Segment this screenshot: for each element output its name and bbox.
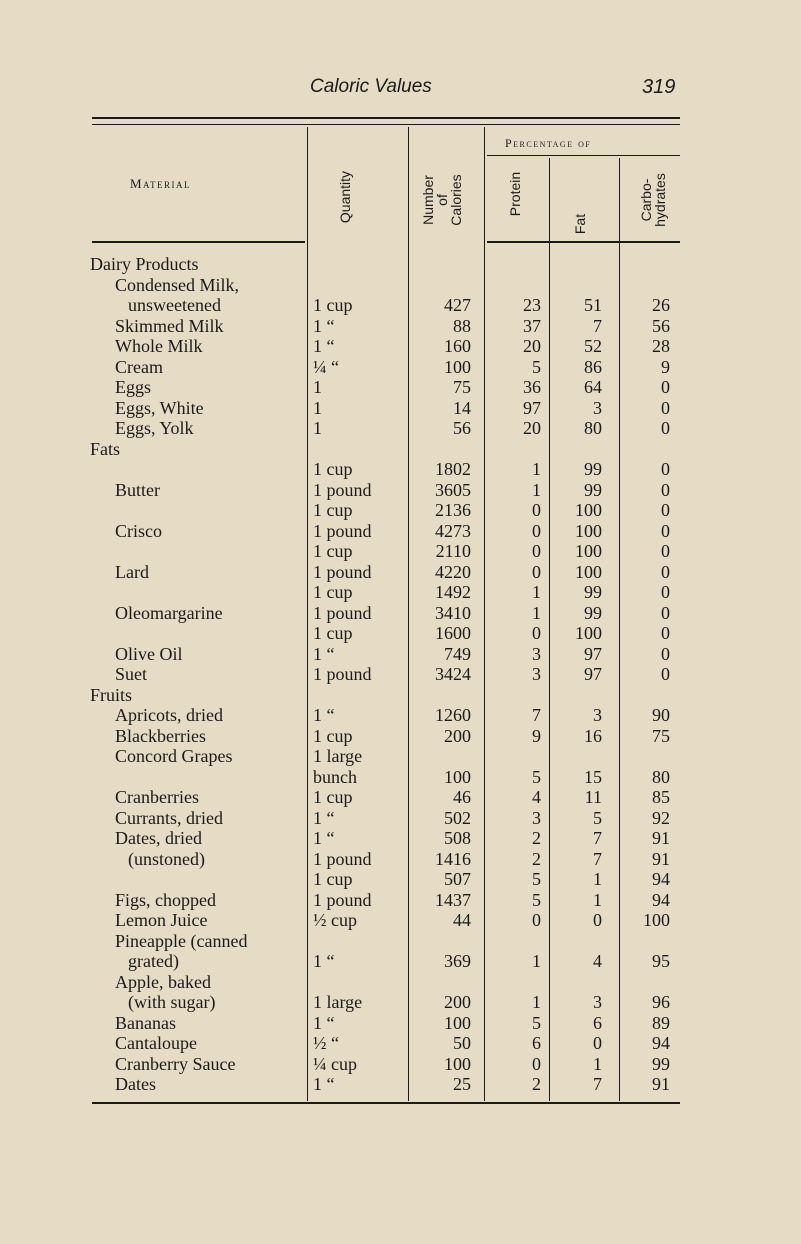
bottom-rule bbox=[92, 1102, 680, 1104]
table-row bbox=[0, 418, 801, 438]
fat-cell: 7 bbox=[593, 848, 602, 869]
running-title: Caloric Values bbox=[310, 76, 432, 97]
quantity-cell: 1 large bbox=[313, 992, 363, 1012]
calories-cell: 160 bbox=[444, 336, 471, 356]
calories-cell: 749 bbox=[444, 643, 471, 664]
carbohydrates-cell: 0 bbox=[661, 459, 670, 479]
table-row bbox=[0, 931, 801, 951]
header-bottom-rule-left bbox=[92, 241, 305, 243]
protein-cell: 3 bbox=[532, 807, 541, 828]
quantity-cell: 1 “ bbox=[313, 1012, 335, 1033]
protein-cell: 5 bbox=[532, 356, 541, 377]
protein-cell: 2 bbox=[532, 848, 541, 869]
calories-cell: 200 bbox=[444, 725, 471, 746]
column-group-percentage: Percentage of bbox=[505, 136, 592, 150]
table-row bbox=[0, 480, 801, 500]
calories-cell: 100 bbox=[444, 1012, 471, 1033]
fat-cell: 0 bbox=[593, 910, 602, 930]
material-cell: Fats bbox=[90, 438, 121, 459]
table-row bbox=[0, 644, 801, 664]
calories-cell: 25 bbox=[453, 1074, 471, 1094]
table-row bbox=[0, 623, 801, 643]
material-cell: Olive Oil bbox=[115, 643, 183, 664]
protein-cell: 97 bbox=[523, 397, 541, 418]
quantity-cell: 1 pound bbox=[313, 602, 372, 623]
table-row bbox=[0, 254, 801, 274]
quantity-cell: 1 pound bbox=[313, 520, 372, 541]
column-header-material: Material bbox=[130, 176, 192, 191]
fat-cell: 16 bbox=[584, 725, 602, 746]
protein-cell: 3 bbox=[532, 664, 541, 684]
fat-cell: 0 bbox=[593, 1033, 602, 1053]
quantity-cell: 1 pound bbox=[313, 889, 372, 910]
material-cell: Suet bbox=[115, 664, 148, 684]
carbohydrates-cell: 99 bbox=[652, 1053, 670, 1074]
quantity-cell: 1 “ bbox=[313, 336, 335, 356]
table-row bbox=[0, 1033, 801, 1053]
fat-cell: 99 bbox=[584, 479, 602, 500]
material-cell: Oleomargarine bbox=[115, 602, 223, 623]
quantity-cell: 1 pound bbox=[313, 848, 372, 869]
material-cell: Concord Grapes bbox=[115, 746, 233, 766]
calories-line-2: of bbox=[434, 194, 450, 206]
calories-cell: 75 bbox=[453, 377, 471, 397]
carbohydrates-cell: 100 bbox=[643, 910, 670, 930]
protein-cell: 2 bbox=[532, 828, 541, 848]
fat-cell: 100 bbox=[575, 500, 602, 520]
calories-cell: 1416 bbox=[435, 848, 471, 869]
table-row bbox=[0, 828, 801, 848]
material-cell: Eggs bbox=[115, 377, 151, 397]
carbohydrates-cell: 0 bbox=[661, 561, 670, 582]
fat-cell: 100 bbox=[575, 623, 602, 643]
quantity-cell: 1 cup bbox=[313, 459, 353, 479]
table-row bbox=[0, 664, 801, 684]
material-cell: Currants, dried bbox=[115, 807, 223, 828]
fat-cell: 7 bbox=[593, 315, 602, 336]
protein-cell: 0 bbox=[532, 623, 541, 643]
protein-cell: 3 bbox=[532, 643, 541, 664]
calories-cell: 4273 bbox=[435, 520, 471, 541]
carbohydrates-cell: 92 bbox=[652, 807, 670, 828]
fat-cell: 3 bbox=[593, 397, 602, 418]
fat-cell: 86 bbox=[584, 356, 602, 377]
carbohydrates-cell: 0 bbox=[661, 520, 670, 541]
table-row bbox=[0, 398, 801, 418]
fat-cell: 4 bbox=[593, 951, 602, 971]
fat-cell: 7 bbox=[593, 828, 602, 848]
carbohydrates-cell: 0 bbox=[661, 418, 670, 438]
material-cell: Skimmed Milk bbox=[115, 315, 224, 336]
quantity-cell: 1 cup bbox=[313, 623, 353, 643]
carbohydrates-cell: 75 bbox=[652, 725, 670, 746]
quantity-cell: ½ “ bbox=[313, 1033, 339, 1053]
protein-cell: 36 bbox=[523, 377, 541, 397]
carbohydrates-cell: 91 bbox=[652, 1074, 670, 1094]
protein-cell: 1 bbox=[532, 582, 541, 602]
fat-cell: 5 bbox=[593, 807, 602, 828]
table-row bbox=[0, 521, 801, 541]
fat-cell: 3 bbox=[593, 992, 602, 1012]
carbohydrates-cell: 0 bbox=[661, 479, 670, 500]
protein-cell: 6 bbox=[532, 1033, 541, 1053]
carbohydrates-cell: 94 bbox=[652, 869, 670, 889]
fat-cell: 80 bbox=[584, 418, 602, 438]
calories-line-3: Calories bbox=[448, 174, 464, 226]
calories-cell: 44 bbox=[453, 910, 471, 930]
quantity-cell: ½ cup bbox=[313, 910, 357, 930]
protein-cell: 1 bbox=[532, 992, 541, 1012]
carbohydrates-cell: 96 bbox=[652, 992, 670, 1012]
quantity-cell: 1 “ bbox=[313, 951, 335, 971]
protein-cell: 5 bbox=[532, 766, 541, 787]
fat-cell: 11 bbox=[584, 787, 602, 807]
quantity-cell: 1 large bbox=[313, 746, 363, 766]
table-row bbox=[0, 357, 801, 377]
carbohydrates-cell: 0 bbox=[661, 377, 670, 397]
table-row bbox=[0, 951, 801, 971]
fat-cell: 1 bbox=[593, 889, 602, 910]
calories-cell: 88 bbox=[453, 315, 471, 336]
fat-cell: 15 bbox=[584, 766, 602, 787]
quantity-cell: 1 cup bbox=[313, 787, 353, 807]
table-row bbox=[0, 1074, 801, 1094]
material-cell: unsweetened bbox=[128, 295, 221, 315]
top-rule bbox=[92, 117, 680, 119]
carbohydrates-cell: 0 bbox=[661, 623, 670, 643]
carb-line-1: Carbo- bbox=[638, 178, 654, 222]
table-row bbox=[0, 869, 801, 889]
calories-cell: 369 bbox=[444, 951, 471, 971]
fat-cell: 99 bbox=[584, 582, 602, 602]
protein-cell: 7 bbox=[532, 705, 541, 725]
calories-cell: 2136 bbox=[435, 500, 471, 520]
protein-cell: 0 bbox=[532, 910, 541, 930]
material-cell: Cranberry Sauce bbox=[115, 1053, 236, 1074]
table-row bbox=[0, 603, 801, 623]
quantity-cell: 1 “ bbox=[313, 705, 335, 725]
quantity-cell: 1 cup bbox=[313, 725, 353, 746]
table-row bbox=[0, 746, 801, 766]
quantity-cell: 1 bbox=[313, 377, 322, 397]
material-cell: Butter bbox=[115, 479, 160, 500]
table-row bbox=[0, 439, 801, 459]
protein-cell: 5 bbox=[532, 1012, 541, 1033]
quantity-cell: 1 “ bbox=[313, 643, 335, 664]
material-cell: Crisco bbox=[115, 520, 162, 541]
page-header bbox=[0, 76, 801, 104]
calories-cell: 1600 bbox=[435, 623, 471, 643]
calories-line-1: Number bbox=[420, 175, 436, 225]
protein-cell: 37 bbox=[523, 315, 541, 336]
protein-cell: 1 bbox=[532, 459, 541, 479]
fat-cell: 52 bbox=[584, 336, 602, 356]
protein-cell: 0 bbox=[532, 1053, 541, 1074]
carbohydrates-cell: 94 bbox=[652, 889, 670, 910]
protein-cell: 0 bbox=[532, 500, 541, 520]
top-rule-thin bbox=[92, 124, 680, 125]
fat-cell: 51 bbox=[584, 295, 602, 315]
quantity-cell: 1 pound bbox=[313, 561, 372, 582]
table-row bbox=[0, 459, 801, 479]
material-cell: Whole Milk bbox=[115, 336, 203, 356]
quantity-cell: 1 cup bbox=[313, 869, 353, 889]
protein-cell: 23 bbox=[523, 295, 541, 315]
carbohydrates-cell: 28 bbox=[652, 336, 670, 356]
fat-cell: 100 bbox=[575, 561, 602, 582]
material-cell: Lard bbox=[115, 561, 149, 582]
quantity-cell: 1 bbox=[313, 397, 322, 418]
carbohydrates-cell: 9 bbox=[661, 356, 670, 377]
page-number: 319 bbox=[642, 76, 676, 98]
table-row bbox=[0, 275, 801, 295]
carbohydrates-cell: 0 bbox=[661, 397, 670, 418]
table-row bbox=[0, 295, 801, 315]
protein-cell: 5 bbox=[532, 889, 541, 910]
carbohydrates-cell: 56 bbox=[652, 315, 670, 336]
table-row bbox=[0, 705, 801, 725]
quantity-cell: 1 cup bbox=[313, 295, 353, 315]
material-cell: Apricots, dried bbox=[115, 705, 223, 725]
table-row bbox=[0, 767, 801, 787]
table-row bbox=[0, 562, 801, 582]
protein-cell: 2 bbox=[532, 1074, 541, 1094]
quantity-cell: 1 “ bbox=[313, 828, 335, 848]
protein-cell: 1 bbox=[532, 602, 541, 623]
calories-cell: 46 bbox=[453, 787, 471, 807]
fat-cell: 97 bbox=[584, 643, 602, 664]
table-row bbox=[0, 910, 801, 930]
calories-cell: 1260 bbox=[435, 705, 471, 725]
quantity-cell: 1 cup bbox=[313, 541, 353, 561]
carbohydrates-cell: 91 bbox=[652, 848, 670, 869]
carbohydrates-cell: 95 bbox=[652, 951, 670, 971]
carbohydrates-cell: 0 bbox=[661, 643, 670, 664]
quantity-cell: ¼ “ bbox=[313, 356, 339, 377]
material-cell: (unstoned) bbox=[128, 848, 205, 869]
material-cell: Cranberries bbox=[115, 787, 199, 807]
table-row bbox=[0, 582, 801, 602]
table-row bbox=[0, 808, 801, 828]
quantity-cell: bunch bbox=[313, 766, 357, 787]
calories-cell: 50 bbox=[453, 1033, 471, 1053]
table-row bbox=[0, 500, 801, 520]
calories-cell: 100 bbox=[444, 766, 471, 787]
protein-cell: 5 bbox=[532, 869, 541, 889]
calories-cell: 4220 bbox=[435, 561, 471, 582]
protein-cell: 20 bbox=[523, 336, 541, 356]
calories-cell: 508 bbox=[444, 828, 471, 848]
material-cell: Pineapple (canned bbox=[115, 930, 248, 951]
material-cell: Cantaloupe bbox=[115, 1033, 197, 1053]
calories-cell: 56 bbox=[453, 418, 471, 438]
carbohydrates-cell: 0 bbox=[661, 582, 670, 602]
carbohydrates-cell: 0 bbox=[661, 500, 670, 520]
carbohydrates-cell: 0 bbox=[661, 541, 670, 561]
fat-cell: 6 bbox=[593, 1012, 602, 1033]
quantity-cell: 1 pound bbox=[313, 479, 372, 500]
material-cell: Eggs, Yolk bbox=[115, 418, 194, 438]
material-cell: grated) bbox=[128, 951, 179, 971]
calories-cell: 100 bbox=[444, 356, 471, 377]
quantity-cell: 1 “ bbox=[313, 807, 335, 828]
protein-cell: 1 bbox=[532, 951, 541, 971]
protein-cell: 20 bbox=[523, 418, 541, 438]
quantity-cell: 1 bbox=[313, 418, 322, 438]
calories-cell: 3424 bbox=[435, 664, 471, 684]
table-row bbox=[0, 685, 801, 705]
calories-cell: 1437 bbox=[435, 889, 471, 910]
calories-cell: 1492 bbox=[435, 582, 471, 602]
quantity-cell: 1 cup bbox=[313, 582, 353, 602]
table-row bbox=[0, 890, 801, 910]
protein-cell: 0 bbox=[532, 561, 541, 582]
material-cell: Dairy Products bbox=[90, 254, 199, 274]
material-cell: Blackberries bbox=[115, 725, 206, 746]
table-row bbox=[0, 316, 801, 336]
quantity-cell: 1 cup bbox=[313, 500, 353, 520]
table-row bbox=[0, 541, 801, 561]
fat-cell: 1 bbox=[593, 1053, 602, 1074]
carbohydrates-cell: 0 bbox=[661, 664, 670, 684]
calories-cell: 200 bbox=[444, 992, 471, 1012]
fat-cell: 1 bbox=[593, 869, 602, 889]
material-cell: Figs, chopped bbox=[115, 889, 216, 910]
fat-cell: 100 bbox=[575, 520, 602, 541]
calories-cell: 427 bbox=[444, 295, 471, 315]
table-row bbox=[0, 992, 801, 1012]
quantity-cell: ¼ cup bbox=[313, 1053, 357, 1074]
carbohydrates-cell: 0 bbox=[661, 602, 670, 623]
protein-cell: 9 bbox=[532, 725, 541, 746]
material-cell: Cream bbox=[115, 356, 163, 377]
calories-cell: 3605 bbox=[435, 479, 471, 500]
fat-cell: 7 bbox=[593, 1074, 602, 1094]
fat-cell: 100 bbox=[575, 541, 602, 561]
calories-cell: 14 bbox=[453, 397, 471, 418]
quantity-cell: 1 pound bbox=[313, 664, 372, 684]
percentage-group-rule bbox=[487, 155, 680, 156]
material-cell: Dates bbox=[115, 1074, 156, 1094]
protein-cell: 4 bbox=[532, 787, 541, 807]
carbohydrates-cell: 94 bbox=[652, 1033, 670, 1053]
fat-cell: 64 bbox=[584, 377, 602, 397]
material-cell: Dates, dried bbox=[115, 828, 202, 848]
calories-cell: 2110 bbox=[435, 541, 471, 561]
material-cell: Eggs, White bbox=[115, 397, 204, 418]
material-cell: Fruits bbox=[90, 684, 133, 705]
table-row bbox=[0, 849, 801, 869]
table-row bbox=[0, 972, 801, 992]
calories-cell: 100 bbox=[444, 1053, 471, 1074]
material-cell: (with sugar) bbox=[128, 992, 216, 1012]
carb-line-2: hydrates bbox=[652, 173, 668, 227]
carbohydrates-cell: 90 bbox=[652, 705, 670, 725]
carbohydrates-cell: 80 bbox=[652, 766, 670, 787]
calories-cell: 3410 bbox=[435, 602, 471, 623]
calories-cell: 507 bbox=[444, 869, 471, 889]
fat-cell: 3 bbox=[593, 705, 602, 725]
carbohydrates-cell: 26 bbox=[652, 295, 670, 315]
fat-cell: 97 bbox=[584, 664, 602, 684]
table-row bbox=[0, 787, 801, 807]
quantity-cell: 1 “ bbox=[313, 1074, 335, 1094]
table-row bbox=[0, 336, 801, 356]
table-row bbox=[0, 1013, 801, 1033]
material-cell: Bananas bbox=[115, 1012, 176, 1033]
material-cell: Condensed Milk, bbox=[115, 274, 239, 295]
material-cell: Apple, baked bbox=[115, 971, 211, 992]
protein-cell: 1 bbox=[532, 479, 541, 500]
carbohydrates-cell: 91 bbox=[652, 828, 670, 848]
table-row bbox=[0, 726, 801, 746]
protein-cell: 0 bbox=[532, 520, 541, 541]
table-row bbox=[0, 377, 801, 397]
fat-cell: 99 bbox=[584, 602, 602, 623]
calories-cell: 1802 bbox=[435, 459, 471, 479]
quantity-cell: 1 “ bbox=[313, 315, 335, 336]
protein-cell: 0 bbox=[532, 541, 541, 561]
calories-cell: 502 bbox=[444, 807, 471, 828]
carbohydrates-cell: 89 bbox=[652, 1012, 670, 1033]
table-row bbox=[0, 1054, 801, 1074]
carbohydrates-cell: 85 bbox=[652, 787, 670, 807]
fat-cell: 99 bbox=[584, 459, 602, 479]
material-cell: Lemon Juice bbox=[115, 910, 208, 930]
